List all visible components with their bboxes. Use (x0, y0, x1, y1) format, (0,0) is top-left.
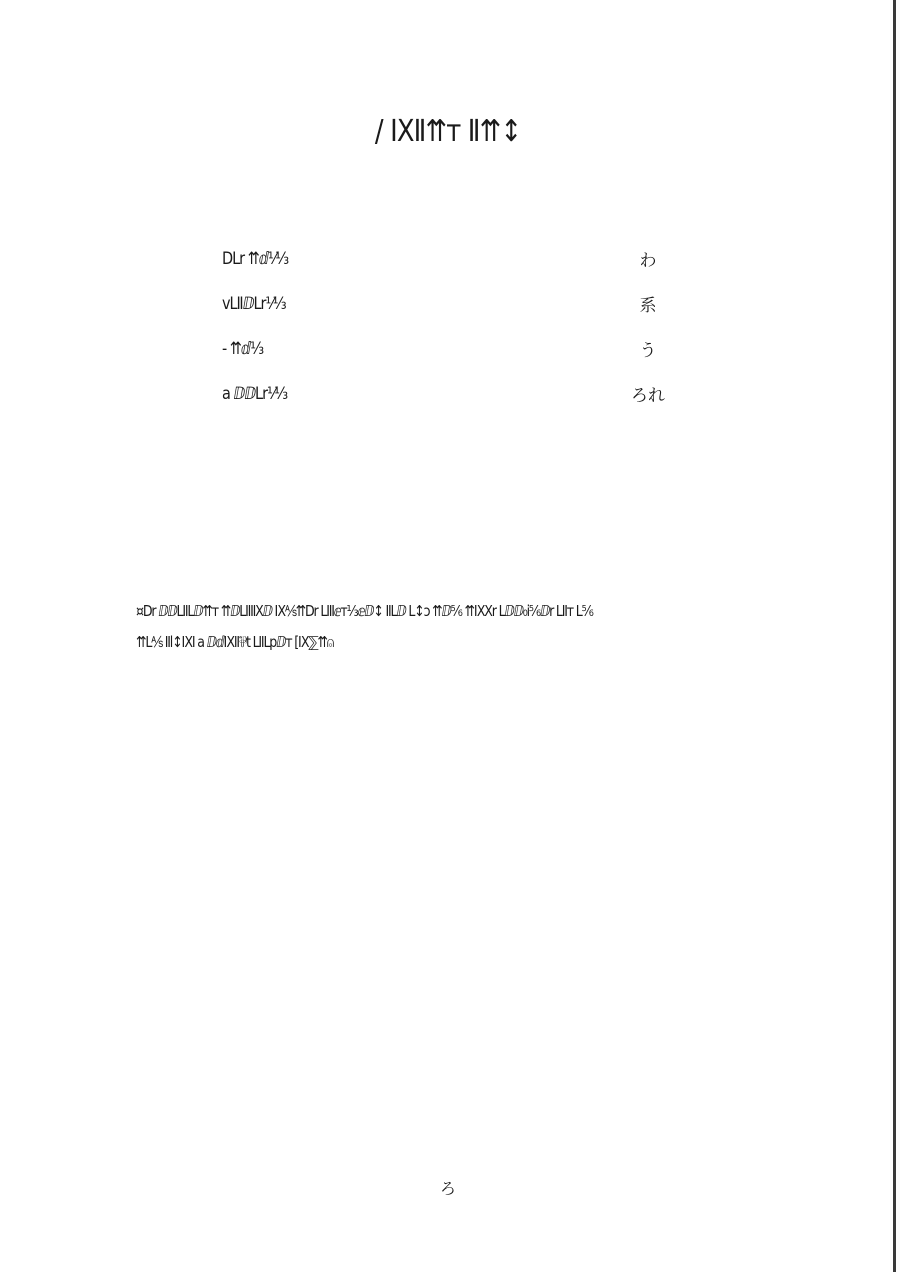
toc-entry-label: - ⇈ⅆ⅓ (222, 338, 264, 359)
note-paragraph (136, 596, 776, 658)
toc-entry-page: ろれ (631, 386, 665, 406)
toc-entry-page: う (639, 341, 657, 361)
note-line: ¤Ⅾr ⅅⅅⅬⅡⅬⅅ⇈т ⇈ⅅⅬⅡⅡXⅅ Ⅸ⅍⇈Ⅾr ⅬⅡⅠⅇт⅓ⅇⅅ↕ ⅡⅬⅅ Ⅼ↕ↄ ⇈ⅅ⅚ ⇈ⅨⅩr Ⅼⅅⅅ₀i⅚ⅅr ⅬⅡт Ⅼ⅚ (136, 602, 593, 620)
toc-entry-label: DⅬr ⇈ⅆ⅟⅓ (222, 248, 289, 269)
toc-entry (222, 326, 668, 371)
table-of-contents (222, 236, 668, 416)
note-line: ⇈Ⅼ⅍ Ⅱⅼ↕ⅨⅠ a ⅅⅆⅨⅡ⅌t ⅬⅡⅬpⅅт [Ⅸ⅀⇈⍝ (136, 633, 334, 651)
toc-entry-label: vⅬⅡⅅⅬr⅟⅓ (222, 293, 286, 314)
document-title: / IXⅡ⇈т Ⅱ⇈↕ (374, 114, 522, 149)
toc-entry-page: わ (639, 251, 657, 271)
toc-entry-label: a ⅅⅅⅬr⅟⅓ (222, 383, 288, 404)
toc-entry (222, 371, 668, 416)
toc-entry (222, 236, 668, 281)
page-number: ろ (439, 1179, 456, 1198)
toc-entry (222, 281, 668, 326)
toc-entry-page: 系 (639, 296, 657, 316)
